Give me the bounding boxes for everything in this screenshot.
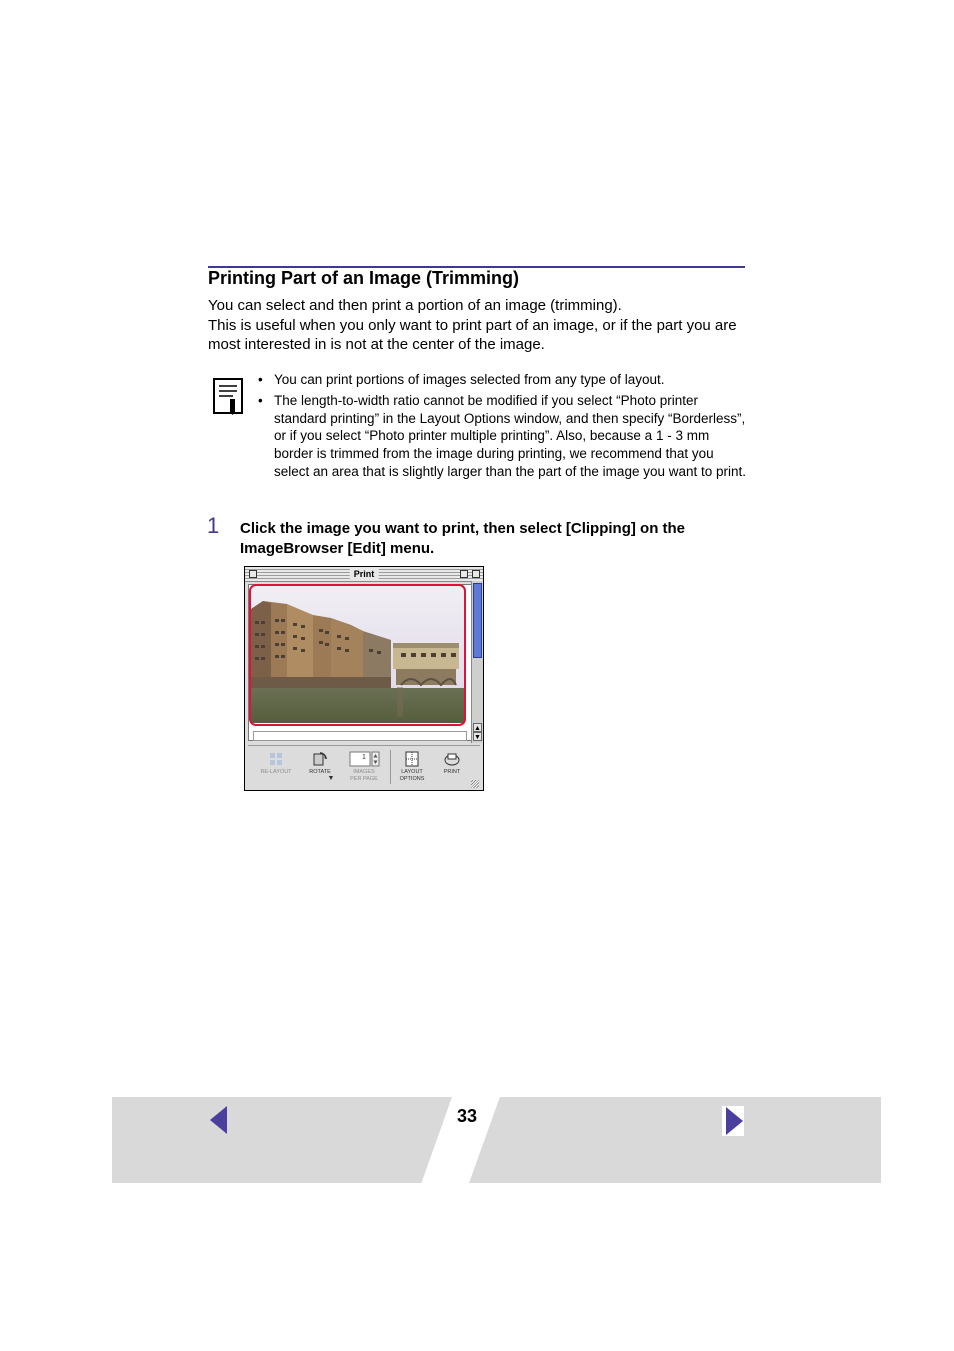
resize-grip-icon[interactable] — [471, 780, 479, 788]
images-per-page-value: 1 — [362, 754, 366, 761]
print-toolbar — [248, 745, 480, 789]
intro-line-1: You can select and then print a portion of an image (trimming). — [208, 297, 622, 314]
images-per-page-label-1: IMAGES — [353, 769, 375, 775]
print-window — [244, 566, 484, 791]
vertical-scrollbar[interactable] — [471, 581, 483, 743]
rotate-dropdown-icon[interactable]: ▼ — [327, 774, 335, 782]
relayout-label: RE-LAYOUT — [260, 769, 292, 775]
layout-options-label-1: LAYOUT — [401, 769, 423, 775]
rotate-icon — [312, 751, 328, 767]
scroll-up-icon[interactable]: ▲ — [474, 725, 481, 732]
relayout-icon — [268, 751, 284, 767]
images-per-page-control[interactable] — [342, 748, 386, 786]
note-icon — [213, 377, 245, 415]
rotate-label: ROTATE — [309, 769, 331, 775]
trimming-frame[interactable] — [249, 584, 466, 726]
printer-icon — [444, 751, 460, 767]
right-triangle-icon[interactable] — [722, 1106, 744, 1136]
layout-options-icon — [404, 751, 420, 767]
layout-options-button[interactable] — [390, 748, 434, 786]
step-instruction: Click the image you want to print, then select [Clipping] on the ImageBrowser [Edit] menu. — [240, 520, 686, 557]
section-title: Printing Part of an Image (Trimming) — [208, 268, 520, 288]
notes-list — [258, 371, 748, 484]
page-number: 33 — [456, 1106, 478, 1126]
collapse-box-icon[interactable] — [472, 570, 480, 578]
left-triangle-icon[interactable] — [210, 1106, 228, 1134]
close-box-icon[interactable] — [249, 570, 257, 578]
zoom-box-icon[interactable] — [460, 570, 468, 578]
scroll-thumb[interactable] — [473, 583, 482, 658]
step-number: 1 — [207, 513, 220, 538]
images-per-page-label-2: PER PAGE — [350, 775, 378, 782]
caption-field — [253, 731, 467, 741]
intro-line-2: This is useful when you only want to print part of an image, or if the part you are most interested in is not at the center of the image. — [208, 316, 737, 353]
layout-options-label-2: OPTIONS — [399, 775, 425, 782]
print-button[interactable] — [430, 748, 474, 786]
rotate-button[interactable] — [298, 748, 342, 786]
note-item: • You can print portions of images selected from any type of layout. — [258, 371, 748, 389]
window-title-bar[interactable] — [245, 567, 483, 582]
footer-nav-right — [469, 1097, 881, 1183]
relayout-button[interactable] — [254, 748, 298, 786]
note-item: • The length-to-width ratio cannot be modified if you select “Photo printer standard printing” in the Layout Options window, and then specify “Borderless”, or if you select “Photo printer multiple printing”. Also, because a 1 - 3 mm border is trimmed from the image during printing, we recommend that you select an area that is slightly larger than the part of the image you want to print. — [258, 392, 748, 481]
print-label: PRINT — [443, 769, 461, 775]
window-title: Print — [350, 567, 379, 581]
footer-nav-left — [112, 1097, 452, 1183]
scroll-down-icon[interactable]: ▼ — [474, 734, 481, 741]
intro-text — [208, 296, 748, 355]
